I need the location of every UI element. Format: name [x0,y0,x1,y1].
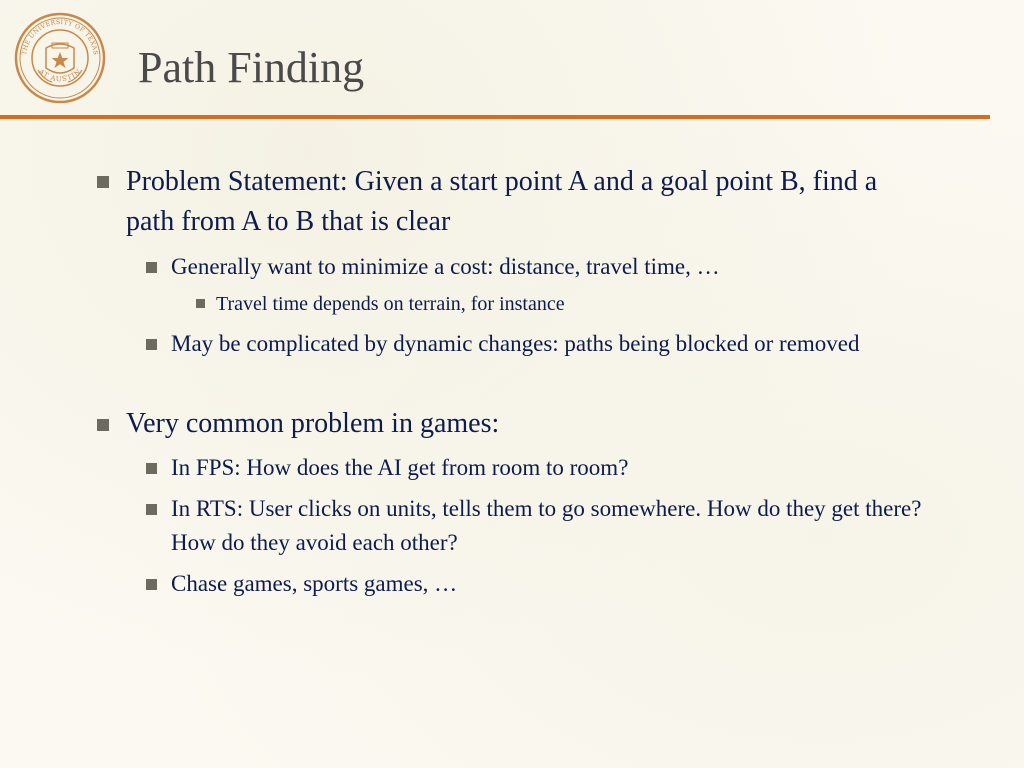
svg-text:THE UNIVERSITY OF TEXAS: THE UNIVERSITY OF TEXAS [21,18,99,56]
bullet-problem-statement: Problem Statement: Given a start point A and a goal point B, find a path from A to B that is clear [126,166,878,237]
bullet-dynamic-changes: May be complicated by dynamic changes: paths being blocked or removed [171,331,860,356]
bullet-square-icon [196,299,205,308]
bullet-square-icon [146,339,157,350]
bullet-minimize-cost: Generally want to minimize a cost: distance, travel time, … [171,254,720,279]
bullet-square-icon [146,463,157,474]
bullet-square-icon [146,504,157,515]
bullet-square-icon [146,262,157,273]
slide-title: Path Finding [138,43,365,92]
bullet-square-icon [97,176,109,188]
bullet-common-problem: Very common problem in games: [126,408,500,439]
bullet-rts: In RTS: User clicks on units, tells them to go somewhere. How do they get there? How do they avoid each other? [171,496,922,555]
bullet-square-icon [97,419,109,431]
svg-text:AT AUSTIN: AT AUSTIN [36,67,84,84]
bullet-chase-games: Chase games, sports games, … [171,571,458,596]
bullet-square-icon [146,579,157,590]
bullet-fps: In FPS: How does the AI get from room to room? [171,455,629,480]
bullet-terrain: Travel time depends on terrain, for instance [216,293,565,315]
